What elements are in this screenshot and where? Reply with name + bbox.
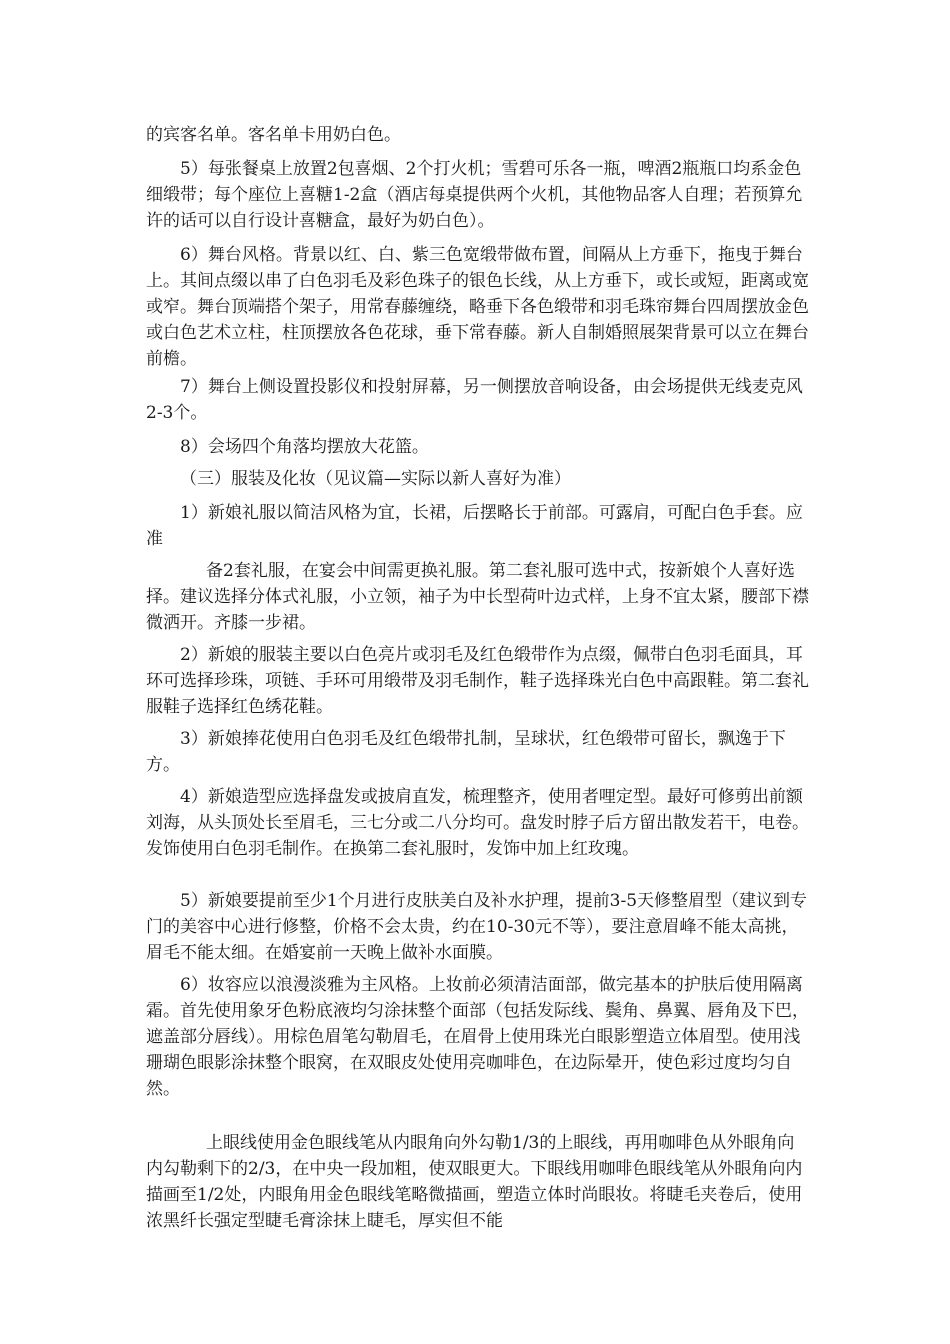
paragraph-bridal-gown: 1）新娘礼服以简洁风格为宜，长裙，后摆略长于前部。可露肩，可配白色手套。应准 bbox=[146, 503, 803, 549]
paragraph-stage-style: 6）舞台风格。背景以红、白、紫三色宽缎带做布置，间隔从上方垂下，拖曳于舞台上。其间点缀以串了白色羽毛及彩色珠子的银色长线，从上方垂下，或长或短，距离或宽或窄。舞台顶端搭个架子，用常春藤缠绕，略垂下各色缎带和羽毛珠帘舞台四周摆放金色或白色艺术立柱，柱顶摆放各色花球，垂下常春藤。新人自制婚照展架背景可以立在舞台前檐。 bbox=[146, 245, 809, 369]
section-heading-costume-makeup: （三）服装及化妆（见议篇—实际以新人喜好为准） bbox=[180, 469, 571, 489]
paragraph-hairstyle: 4）新娘造型应选择盘发或披肩直发，梳理整齐，使用者哩定型。最好可修剪出前额刘海，从头顶处长至眉毛，三七分或二八分均可。盘发时脖子后方留出散发若干，电卷。发饰使用白色羽毛制作。在换第二套礼服时，发饰中加上红玫瑰。 bbox=[146, 787, 809, 859]
paragraph-bride-accessories: 2）新娘的服装主要以白色亮片或羽毛及红色缎带作为点缀，佩带白色羽毛面具，耳环可选择珍珠，项链、手环可用缎带及羽毛制作，鞋子选择珠光白色中高跟鞋。第二套礼服鞋子选择红色绣花鞋。 bbox=[146, 645, 809, 717]
paragraph-eyeliner: 上眼线使用金色眼线笔从内眼角向外勾勒1/3的上眼线，再用咖啡色从外眼角向内勾勒剩下的2/3，在中央一段加粗，使双眼更大。下眼线用咖啡色眼线笔从外眼角向内描画至1/2处，内眼角用金色眼线笔略微描画，塑造立体时尚眼妆。将睫毛夹卷后，使用浓黑纤长强定型睫毛膏涂抹上睫毛，厚实但不能 bbox=[146, 1133, 803, 1231]
paragraph-second-gown: 备2套礼服，在宴会中间需更换礼服。第二套礼服可选中式，按新娘个人喜好选择。建议选择分体式礼服，小立领，袖子为中长型荷叶边式样，上身不宜太紧，腰部下襟微洒开。齐膝一步裙。 bbox=[146, 561, 809, 633]
paragraph-guest-list: 的宾客名单。客名单卡用奶白色。 bbox=[146, 125, 401, 145]
paragraph-table-items: 5）每张餐桌上放置2包喜烟、2个打火机；雪碧可乐各一瓶，啤酒2瓶瓶口均系金色细缎带；每个座位上喜糖1-2盒（酒店每桌提供两个火机，其他物品客人自理；若预算允许的话可以自行设计喜糖盒，最好为奶白色）。 bbox=[146, 159, 803, 231]
paragraph-skin-care: 5）新娘要提前至少1个月进行皮肤美白及补水护理，提前3-5天修整眉型（建议到专门的美容中心进行修整，价格不会太贵，约在10-30元不等），要注意眉峰不能太高挑，眉毛不能太细。在婚宴前一天晚上做补水面膜。 bbox=[146, 891, 808, 963]
paragraph-makeup-style: 6）妆容应以浪漫淡雅为主风格。上妆前必须清洁面部，做完基本的护肤后使用隔离霜。首先使用象牙色粉底液均匀涂抹整个面部（包括发际线、鬓角、鼻翼、唇角及下巴，遮盖部分唇线）。用棕色眉笔勾勒眉毛，在眉骨上使用珠光白眼影塑造立体眉型。使用浅珊瑚色眼影涂抹整个眼窝，在双眼皮处使用亮咖啡色，在边际晕开，使色彩过度均匀自然。 bbox=[146, 975, 809, 1099]
paragraph-flower-baskets: 8）会场四个角落均摆放大花篮。 bbox=[180, 437, 429, 457]
paragraph-projector: 7）舞台上侧设置投影仪和投射屏幕，另一侧摆放音响设备，由会场提供无线麦克风2-3个。 bbox=[146, 377, 803, 423]
paragraph-bouquet: 3）新娘捧花使用白色羽毛及红色缎带扎制，呈球状，红色缎带可留长，飘逸于下方。 bbox=[146, 729, 786, 775]
